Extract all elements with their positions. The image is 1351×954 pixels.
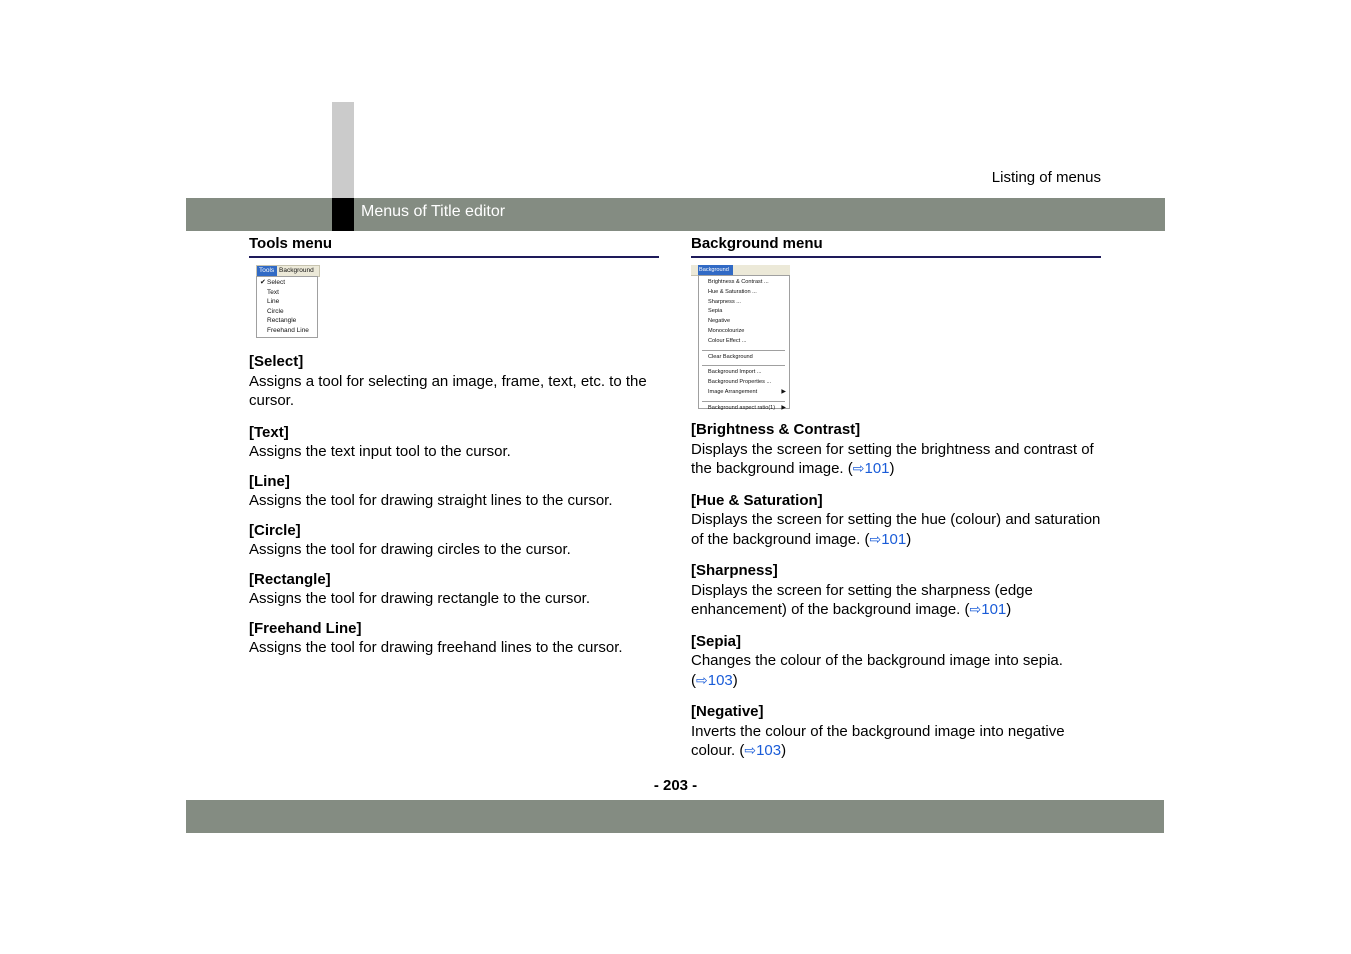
entry-term: [Brightness & Contrast]	[691, 421, 861, 438]
chapter-tab-marker	[332, 102, 354, 198]
header-marker	[332, 198, 354, 231]
menu-item: Hue & Saturation ...	[708, 288, 757, 295]
menu-item-submenu	[708, 404, 789, 414]
menu-separator	[702, 365, 785, 366]
menu-bar-background: Background	[279, 267, 314, 274]
menu-item-text: Text	[267, 288, 279, 296]
menu-separator	[702, 401, 785, 402]
section-title: Listing of menus	[991, 169, 1101, 186]
entry-desc-tail: )	[889, 460, 895, 477]
entry-term: [Select]	[249, 353, 304, 370]
menu-item-freehand-line: Freehand Line	[267, 326, 309, 334]
entry-term: [Rectangle]	[249, 570, 331, 588]
page-reference-number: 103	[707, 671, 733, 689]
menu-item: Clear Background	[708, 353, 753, 360]
page-number: - 203 -	[653, 777, 698, 794]
entry-desc	[691, 581, 1101, 620]
menu-item: Sharpness ...	[708, 298, 741, 305]
tools-menu-column	[249, 235, 659, 658]
menu-item: Negative	[708, 318, 731, 325]
entry-text	[249, 423, 659, 462]
tools-dropdown	[256, 276, 318, 338]
triangle-right-icon: ▶	[781, 404, 786, 411]
page-reference-link[interactable]	[853, 460, 890, 477]
entry-term: [Circle]	[249, 521, 301, 539]
entry-desc-text: Displays the screen for setting the brightness and contrast of the background image. (	[691, 440, 1094, 477]
entry-term: [Hue & Saturation]	[691, 491, 823, 509]
page-reference-link[interactable]	[869, 531, 906, 548]
entry-desc: Assigns the text input tool to the cursor.	[249, 443, 511, 460]
page-reference-number: 101	[981, 601, 1007, 618]
menu-item: Background Properties ...	[708, 379, 772, 386]
background-menu-screenshot	[691, 265, 791, 409]
page-reference-link[interactable]	[696, 672, 733, 689]
entry-desc	[691, 440, 1101, 479]
entry-desc: Assigns a tool for selecting an image, frame, text, etc. to the cursor.	[249, 372, 647, 409]
menu-item-line: Line	[267, 298, 280, 306]
entry-desc-tail: )	[1006, 601, 1012, 618]
arrow-right-icon: ⇨	[869, 530, 882, 547]
page-reference-number: 103	[756, 742, 782, 759]
entry-desc	[691, 510, 1101, 549]
entry-desc: Assigns the tool for drawing circles to the cursor.	[249, 541, 571, 558]
page-reference-link[interactable]	[744, 742, 781, 759]
entry-sharpness	[691, 561, 1101, 620]
menu-item-label: Background aspect ratio(1)	[708, 404, 776, 411]
tools-menu-heading: Tools menu	[249, 235, 659, 258]
entry-brightness-contrast	[691, 420, 1101, 479]
chapter-title: Menus of Title editor	[361, 203, 506, 220]
entry-desc	[691, 722, 1101, 761]
entry-desc-tail: )	[906, 530, 912, 548]
menu-bar-background: Background	[698, 265, 733, 275]
menu-item-submenu	[708, 388, 789, 398]
entry-desc: Assigns the tool for drawing straight lines to the cursor.	[249, 492, 613, 509]
entry-term: [Negative]	[691, 703, 764, 720]
entry-desc-tail: )	[781, 742, 787, 759]
entry-freehand-line	[249, 619, 659, 658]
entry-negative	[691, 702, 1101, 761]
menu-item: Brightness & Contrast ...	[708, 279, 769, 285]
entry-term: [Sepia]	[691, 632, 742, 650]
entry-desc-text: Changes the colour of the background image into sepia. (	[691, 652, 1063, 689]
menu-item-circle: Circle	[267, 307, 284, 315]
triangle-right-icon: ▶	[781, 388, 786, 395]
arrow-right-icon: ⇨	[744, 742, 757, 758]
menu-item-label: Image Arrangement	[708, 388, 758, 395]
arrow-right-icon: ⇨	[969, 601, 982, 617]
menu-bar-tools: Tools	[257, 266, 277, 276]
background-dropdown	[698, 275, 790, 409]
menu-item: Background Import ...	[708, 369, 762, 376]
arrow-right-icon: ⇨	[696, 671, 708, 688]
menu-separator	[702, 350, 785, 351]
entry-desc: Assigns the tool for drawing rectangle to the cursor.	[249, 590, 591, 607]
menu-item-rectangle: Rectangle	[267, 317, 297, 325]
entry-sepia	[691, 632, 1101, 691]
entry-hue-saturation	[691, 491, 1101, 550]
footer-bar	[186, 800, 1164, 833]
tools-menu-screenshot	[249, 265, 313, 339]
entry-desc-text: Inverts the colour of the background image into negative colour. (	[691, 722, 1065, 759]
menu-item: Sepia	[708, 308, 723, 315]
entry-desc: Assigns the tool for drawing freehand lines to the cursor.	[249, 639, 623, 656]
page-reference-number: 101	[864, 460, 890, 477]
check-icon: ✔	[260, 279, 266, 286]
entry-circle	[249, 521, 659, 560]
menu-item-select: Select	[267, 279, 286, 286]
entry-desc	[691, 651, 1101, 690]
entry-line	[249, 472, 659, 511]
entry-desc-text: Displays the screen for setting the sharpness (edge enhancement) of the background image. (	[691, 581, 1033, 618]
entry-rectangle	[249, 570, 659, 609]
entry-select	[249, 352, 659, 411]
entry-term: [Freehand Line]	[249, 619, 362, 637]
entry-term: [Text]	[249, 423, 289, 441]
entry-term: [Line]	[249, 472, 290, 490]
menu-item: Colour Effect ...	[708, 337, 747, 344]
background-menu-column	[691, 235, 1101, 761]
arrow-right-icon: ⇨	[852, 460, 865, 476]
menu-item: Monocolourize	[708, 327, 745, 334]
page-reference-number: 101	[881, 530, 907, 548]
page-reference-link[interactable]	[970, 601, 1007, 618]
entry-desc-tail: )	[732, 671, 738, 689]
entry-desc-text: Displays the screen for setting the hue (colour) and saturation of the background image. (	[691, 511, 1101, 548]
entry-term: [Sharpness]	[691, 562, 778, 579]
background-menu-heading: Background menu	[691, 235, 1101, 258]
